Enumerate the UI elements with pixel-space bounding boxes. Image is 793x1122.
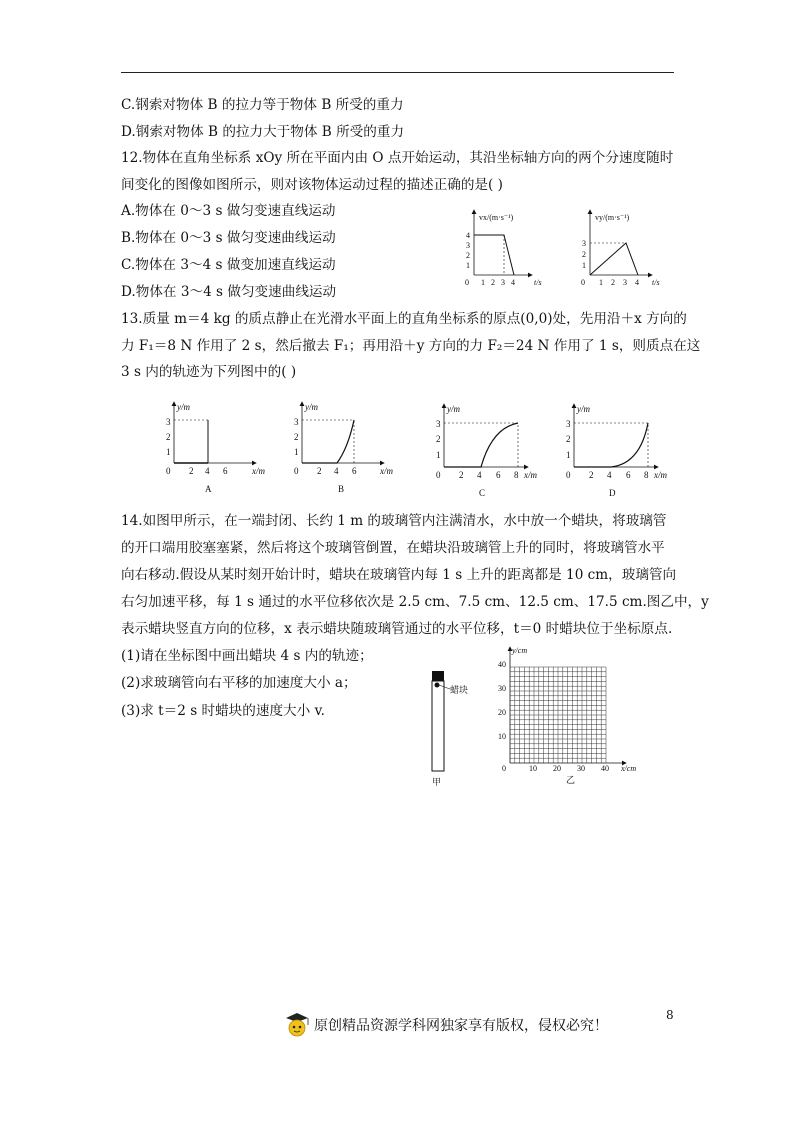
q13a-xtick-2: 2 xyxy=(189,466,194,476)
q13a-ytick-2: 2 xyxy=(166,432,171,442)
footer-text: 原创精品资源学科网独家享有版权，侵权必究！ xyxy=(314,1018,608,1034)
q12-vy-ylabel: vy/(m·s⁻¹) xyxy=(595,213,630,222)
q12-option-d: D.物体在 3～4 s 做匀变速曲线运动 xyxy=(121,284,337,300)
q13d-xtick-2: 2 xyxy=(589,470,594,480)
q12-vx-ytick-1: 1 xyxy=(466,261,470,270)
q14-stem-2: 的开口端用胶塞塞紧，然后将这个玻璃管倒置，在蜡块沿玻璃管上升的同时，将玻璃管水平 xyxy=(121,540,665,556)
q11-option-d: D.钢索对物体 B 的拉力大于物体 B 所受的重力 xyxy=(121,124,405,140)
q14-grid-ytick-10: 10 xyxy=(498,732,506,741)
q14-grid-xtick-20: 20 xyxy=(553,764,561,773)
q12-vy-ytick-3: 3 xyxy=(582,239,586,248)
q13c-ytick-1: 1 xyxy=(436,450,441,460)
q14-grid-xtick-10: 10 xyxy=(529,764,537,773)
q14-tube-label: 蜡块 xyxy=(450,685,469,695)
q13d-ylabel: y/m xyxy=(577,404,590,414)
q13d-label: D xyxy=(609,488,616,498)
q14-sub-2: (2)求玻璃管向右平移的加速度大小 a； xyxy=(121,675,357,691)
q14-fig-jia: 甲 xyxy=(432,777,442,787)
q12-vx-ytick-2: 2 xyxy=(466,251,470,260)
q13a-xlabel: x/m xyxy=(252,466,265,476)
q14-grid-ylabel: y/cm xyxy=(512,646,528,655)
q13-stem-3: 3 s 内的轨迹为下列图中的( ) xyxy=(121,364,297,380)
q13d-ytick-2: 2 xyxy=(566,434,571,444)
q12-stem-2: 间变化的图像如图所示，则对该物体运动过程的描述正确的是( ) xyxy=(121,177,503,193)
q14-grid-origin: 0 xyxy=(502,764,506,773)
q14-grid-xtick-30: 30 xyxy=(577,764,585,773)
q12-vy-xtick-1: 1 xyxy=(599,278,603,287)
q13b-ytick-3: 3 xyxy=(294,417,299,427)
q12-option-c: C.物体在 3～4 s 做变加速直线运动 xyxy=(121,257,336,273)
q13c-ytick-3: 3 xyxy=(436,419,441,429)
q14-stem-5: 表示蜡块竖直方向的位移，x 表示蜡块随玻璃管通过的水平位移，t＝0 时蜡块位于坐标原点. xyxy=(121,621,673,637)
q12-vx-xtick-3: 3 xyxy=(501,278,505,287)
q13a-ytick-1: 1 xyxy=(166,447,171,457)
q11-option-c: C.钢索对物体 B 的拉力等于物体 B 所受的重力 xyxy=(121,97,404,113)
q13c-label: C xyxy=(479,488,486,498)
q13a-xtick-4: 4 xyxy=(205,466,210,476)
q14-grid-xlabel: x/cm xyxy=(621,764,637,773)
q14-grid-ytick-30: 30 xyxy=(498,684,506,693)
q13b-ytick-2: 2 xyxy=(294,432,299,442)
q12-vx-xtick-4: 4 xyxy=(511,278,515,287)
q12-vy-origin: 0 xyxy=(581,278,585,287)
q12-option-a: A.物体在 0～3 s 做匀变速直线运动 xyxy=(121,203,336,219)
q13-stem-2: 力 F₁＝8 N 作用了 2 s，然后撤去 F₁；再用沿＋y 方向的力 F₂＝24 N 作用了 1 s，则质点在这 xyxy=(121,338,701,354)
q13c-ytick-2: 2 xyxy=(436,434,441,444)
q13a-xtick-6: 6 xyxy=(223,466,228,476)
header-rule xyxy=(121,72,674,73)
q13b-xlabel: x/m xyxy=(380,466,393,476)
q13d-xtick-8: 8 xyxy=(644,470,649,480)
q13d-ytick-1: 1 xyxy=(566,450,571,460)
q13c-xtick-4: 4 xyxy=(477,470,482,480)
q14-sub-3: (3)求 t＝2 s 时蜡块的速度大小 v. xyxy=(121,703,325,719)
q13c-xtick-2: 2 xyxy=(459,470,464,480)
q13-graph-d xyxy=(560,400,672,500)
q13c-xlabel: x/m xyxy=(524,470,537,480)
q13c-origin: 0 xyxy=(436,470,441,480)
q12-vy-xtick-2: 2 xyxy=(611,278,615,287)
q13a-label: A xyxy=(205,484,212,494)
q12-vy-ytick-1: 1 xyxy=(582,261,586,270)
q13b-xtick-6: 6 xyxy=(352,466,357,476)
q13a-ylabel: y/m xyxy=(177,402,190,412)
q12-vy-graph xyxy=(578,205,673,290)
q12-vx-ytick-3: 3 xyxy=(466,241,470,250)
q13b-xtick-4: 4 xyxy=(334,466,339,476)
q13d-xtick-4: 4 xyxy=(607,470,612,480)
q12-vx-origin: 0 xyxy=(465,278,469,287)
q14-stem-1: 14.如图甲所示，在一端封闭、长约 1 m 的玻璃管内注满清水，水中放一个蜡块，将玻璃管 xyxy=(121,513,667,529)
q12-vy-ytick-2: 2 xyxy=(582,250,586,259)
q14-grid-figure xyxy=(492,643,652,788)
q13b-label: B xyxy=(338,484,345,494)
q14-stem-3: 向右移动.假设从某时刻开始计时，蜡块在玻璃管内每 1 s 上升的距离都是 10 cm，玻璃管向 xyxy=(121,567,677,583)
q12-vx-xlabel: t/s xyxy=(534,278,542,287)
q12-vy-xtick-4: 4 xyxy=(635,278,639,287)
q14-grid-xtick-40: 40 xyxy=(601,764,609,773)
q13c-ylabel: y/m xyxy=(447,404,460,414)
q13b-xtick-2: 2 xyxy=(317,466,322,476)
q14-sub-1: (1)请在坐标图中画出蜡块 4 s 内的轨迹； xyxy=(121,648,373,664)
q12-vy-xlabel: t/s xyxy=(652,278,660,287)
mascot-icon xyxy=(284,1010,310,1040)
q12-vx-ylabel: vx/(m·s⁻¹) xyxy=(479,213,514,222)
q12-stem-1: 12.物体在直角坐标系 xOy 所在平面内由 O 点开始运动，其沿坐标轴方向的两个分速度随时 xyxy=(121,150,674,166)
q13b-ytick-1: 1 xyxy=(294,447,299,457)
q14-grid-ytick-20: 20 xyxy=(498,708,506,717)
q13d-xlabel: x/m xyxy=(654,470,667,480)
footer xyxy=(284,1010,608,1040)
q14-fig-yi: 乙 xyxy=(566,775,576,785)
q13b-ylabel: y/m xyxy=(305,402,318,412)
q13d-origin: 0 xyxy=(566,470,571,480)
q13-graph-b xyxy=(288,398,403,498)
q14-stem-4: 右匀加速平移，每 1 s 通过的水平位移依次是 2.5 cm、7.5 cm、12.5 cm、17.5 cm.图乙中，y xyxy=(121,594,709,610)
q14-grid-lines xyxy=(510,667,606,763)
q13a-ytick-3: 3 xyxy=(166,417,171,427)
q13-stem-1: 13.质量 m＝4 kg 的质点静止在光滑水平面上的直角坐标系的原点(0,0)处，先用沿＋x 方向的 xyxy=(121,311,687,327)
q13c-xtick-6: 6 xyxy=(496,470,501,480)
q13c-xtick-8: 8 xyxy=(514,470,519,480)
q13b-origin: 0 xyxy=(294,466,299,476)
q12-vx-xtick-1: 1 xyxy=(481,278,485,287)
q14-tube-figure xyxy=(422,665,482,790)
q12-vy-xtick-3: 3 xyxy=(623,278,627,287)
q12-vx-graph xyxy=(462,205,552,290)
q13-graph-a xyxy=(160,398,270,498)
q12-vx-xtick-2: 2 xyxy=(491,278,495,287)
q13d-xtick-6: 6 xyxy=(626,470,631,480)
page-number: 8 xyxy=(666,1008,674,1022)
q13-graph-c xyxy=(430,400,542,500)
q12-option-b: B.物体在 0～3 s 做匀变速曲线运动 xyxy=(121,230,336,246)
q12-vx-ytick-4: 4 xyxy=(466,231,470,240)
q14-grid-ytick-40: 40 xyxy=(498,660,506,669)
q13a-origin: 0 xyxy=(166,466,171,476)
q13d-ytick-3: 3 xyxy=(566,419,571,429)
